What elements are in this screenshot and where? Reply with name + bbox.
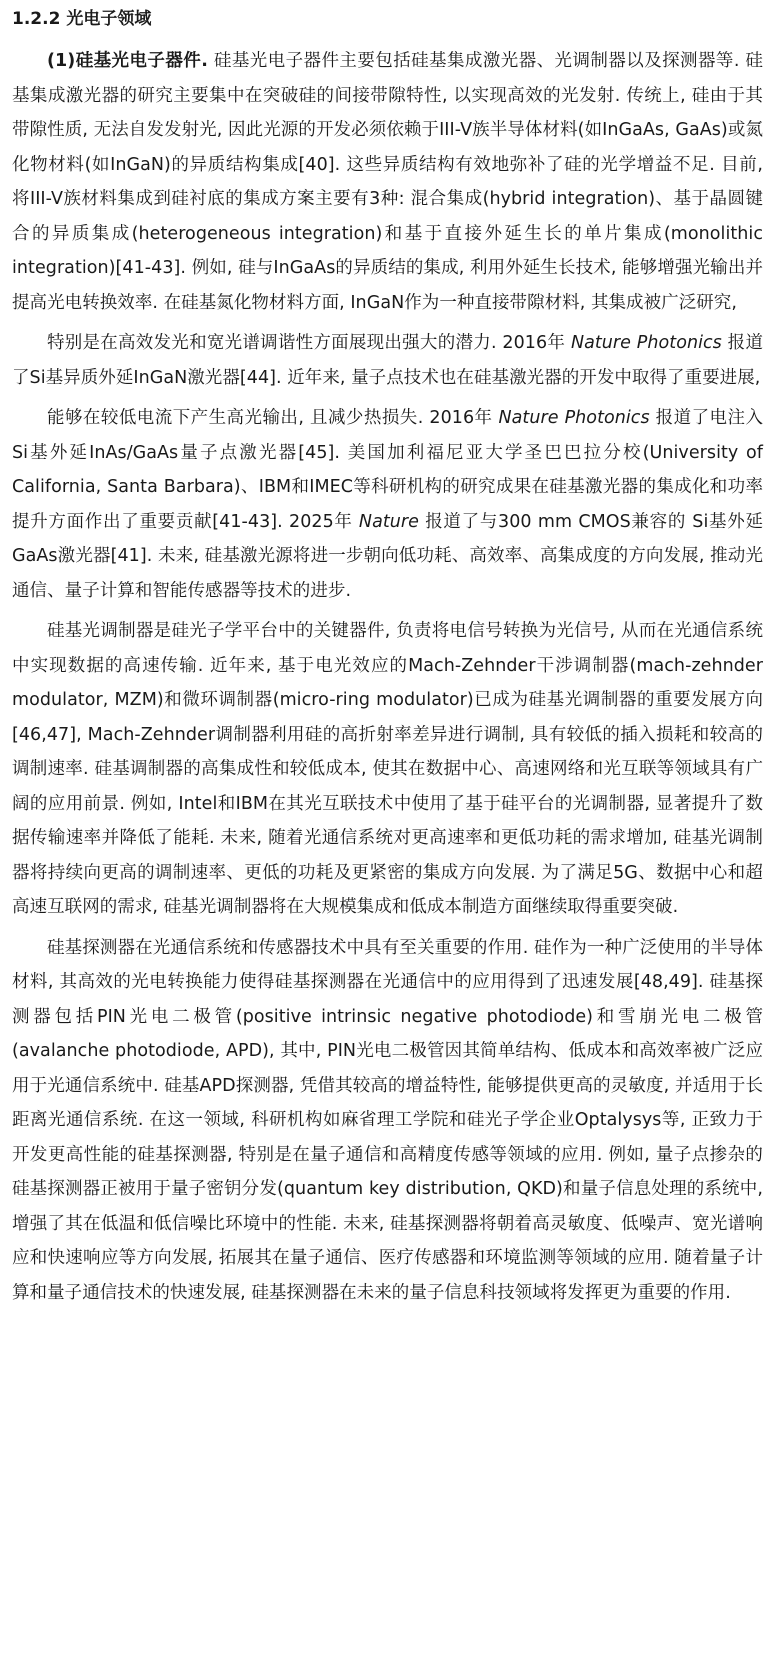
paragraph-silicon-optoelectronic-devices bbox=[12, 44, 763, 320]
paragraph-text: 报道了Si基异质外延InGaN激光器[44]. 近年来, 量子点技术也在硅基激光器的开发中取得了重要进展, bbox=[12, 333, 763, 388]
paragraph-text: 报道了与300 mm CMOS兼容的 Si基外延GaAs激光器[41]. 未来, 硅基激光源将进一步朝向低功耗、高效率、高集成度的方向发展, 推动光通信、量子计算和智能传感器等技术的进步. bbox=[12, 511, 764, 601]
paragraph-text: 特别是在高效发光和宽光谱调谐性方面展现出强大的潜力. 2016年 bbox=[47, 333, 571, 353]
paragraph-text: 硅基光电子器件主要包括硅基集成激光器、光调制器以及探测器等. 硅基集成激光器的研究主要集中在突破硅的间接带隙特性, 以实现高效的光发射. 传统上, 硅由于其带隙性质, 无法自发发射光, 因此光源的开发必须依赖于III-V族半导体材料(如InGaAs, GaAs)或氮化物材料(如InGaN)的异质结构集成[40]. 这些异质结构有效地弥补了硅的光学增益不足. 目前, 将III-V族材料集成到硅衬底的集成方案主要有3种: 混合集成(hybrid integration)、基于晶圆键合的异质集成(heterogeneous integration)和基于直接外延生长的单片集成(monolithic integration)[41-43]. 例如, 硅与InGaAs的异质结的集成, 利用外延生长技术, 能够增强光输出并提高光电转换效率. 在硅基氮化物材料方面, InGaN作为一种直接带隙材料, 其集成被广泛研究, bbox=[12, 51, 763, 313]
paragraph-silicon-detector bbox=[12, 931, 763, 1311]
journal-name: Nature bbox=[358, 511, 419, 532]
section-heading bbox=[12, 6, 763, 32]
paragraph-ingan-laser bbox=[12, 326, 763, 395]
journal-name: Nature Photonics bbox=[498, 408, 650, 428]
paragraph-text: 硅基探测器在光通信系统和传感器技术中具有至关重要的作用. 硅作为一种广泛使用的半导体材料, 其高效的光电转换能力使得硅基探测器在光通信中的应用得到了迅速发展[48,49]. 硅基探测器包括PIN光电二极管(positive intrinsic negative photodiode)和雪崩光电二极管(avalanche photodiode, APD), 其中, PIN光电二极管因其简单结构、低成本和高效率被广泛应用于光通信系统中. 硅基APD探测器, 凭借其较高的增益特性, 能够提供更高的灵敏度, 并适用于长距离光通信系统. 在这一领域, 科研机构如麻省理工学院和硅光子学企业Optalysys等, 正致力于开发更高性能的硅基探测器, 特别是在量子通信和高精度传感等领域的应用. 例如, 量子点掺杂的硅基探测器正被用于量子密钥分发(quantum key distribution, QKD)和量子信息处理的系统中, 增强了其在低温和低信噪比环境中的性能. 未来, 硅基探测器将朝着高灵敏度、低噪声、宽光谱响应和快速响应等方向发展, 拓展其在量子通信、医疗传感器和环境监测等领域的应用. 随着量子计算和量子通信技术的快速发展, 硅基探测器在未来的量子信息科技领域将发挥更为重要的作用. bbox=[12, 937, 763, 1303]
journal-name: Nature Photonics bbox=[570, 333, 722, 353]
section-title: 光电子领域 bbox=[66, 9, 152, 29]
paragraph-text: 能够在较低电流下产生高光输出, 且减少热损失. 2016年 bbox=[47, 408, 499, 428]
paragraph-text: 报道了电注入Si基外延InAs/GaAs量子点激光器[45]. 美国加利福尼亚大学圣巴巴拉分校(University of California, Santa Barbara)、IBM和IMEC等科研机构的研究成果在硅基激光器的集成化和功率提升方面作出了重要贡献[41-43]. 2025年 bbox=[12, 408, 763, 532]
paragraph-quantum-dot-laser bbox=[12, 401, 763, 608]
section-number: 1.2.2 bbox=[12, 9, 61, 29]
paragraph-lead: (1)硅基光电子器件. bbox=[47, 51, 208, 71]
paragraph-silicon-modulator bbox=[12, 614, 763, 925]
paragraph-text: 硅基光调制器是硅光子学平台中的关键器件, 负责将电信号转换为光信号, 从而在光通信系统中实现数据的高速传输. 近年来, 基于电光效应的Mach-Zehnder干涉调制器(mach-zehnder modulator, MZM)和微环调制器(micro-ring modulator)已成为硅基光调制器的重要发展方向[46,47], Mach-Zehnder调制器利用硅的高折射率差异进行调制, 具有较低的插入损耗和较高的调制速率. 硅基调制器的高集成性和较低成本, 使其在数据中心、高速网络和光互联等领域具有广阔的应用前景. 例如, Intel和IBM在其光互联技术中使用了基于硅平台的光调制器, 显著提升了数据传输速率并降低了能耗. 未来, 随着光通信系统对更高速率和更低功耗的需求增加, 硅基光调制器将持续向更高的调制速率、更低的功耗及更紧密的集成方向发展. 为了满足5G、数据中心和超高速互联网的需求, 硅基光调制器将在大规模集成和低成本制造方面继续取得重要突破. bbox=[12, 621, 763, 917]
